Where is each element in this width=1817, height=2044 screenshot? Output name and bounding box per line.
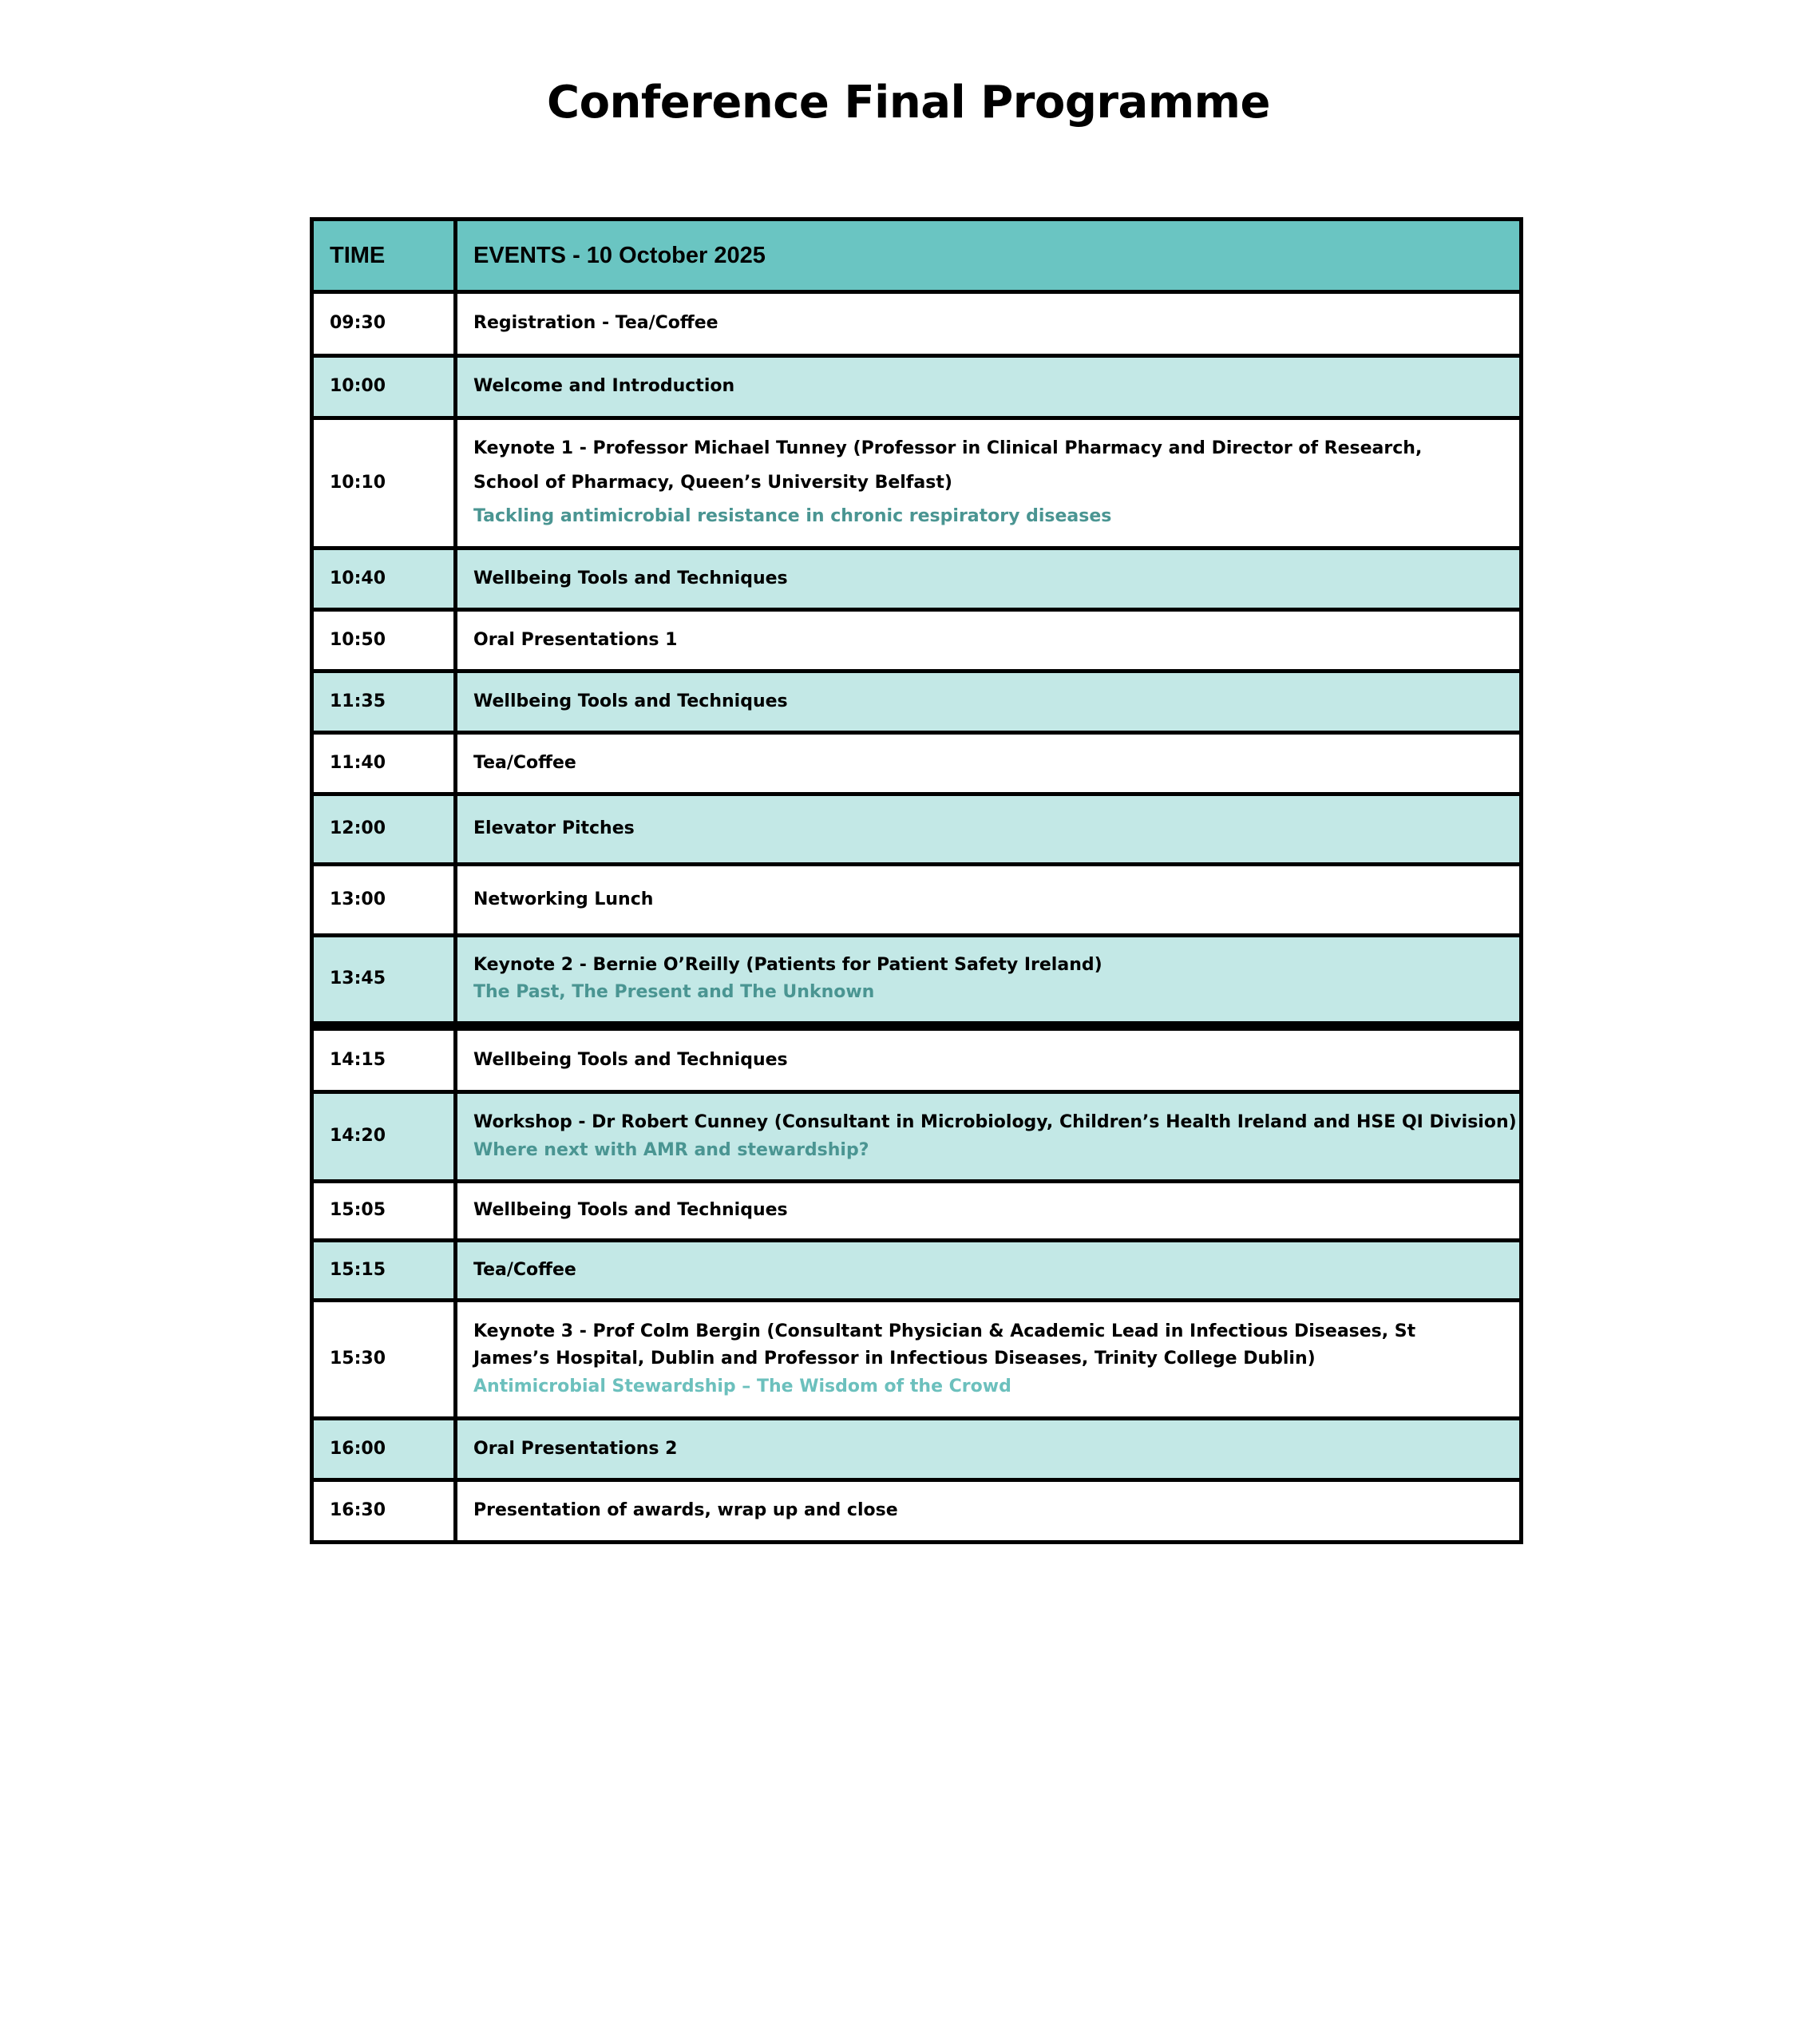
table-row <box>312 1241 1522 1301</box>
event-cell <box>456 292 1522 356</box>
event-cell <box>456 418 1522 549</box>
event-cell <box>456 1182 1522 1241</box>
event-title: Wellbeing Tools and Techniques <box>473 1049 788 1070</box>
event-cell <box>456 1241 1522 1301</box>
table-row <box>312 356 1522 418</box>
talk-title: Where next with AMR and stewardship? <box>473 1139 869 1160</box>
event-title: Registration - Tea/Coffee <box>473 313 718 334</box>
time-cell: 10:00 <box>312 356 456 418</box>
event-title: Oral Presentations 2 <box>473 1438 678 1459</box>
event-cell <box>456 936 1522 1026</box>
event-title: Keynote 1 - Professor Michael Tunney (Professor in Clinical Pharmacy and Director of Research, School of Pharmacy, Queen’s University Belfast) <box>473 438 1423 493</box>
table-row <box>312 1092 1522 1182</box>
event-cell <box>456 865 1522 936</box>
table-row <box>312 1419 1522 1480</box>
time-cell: 16:00 <box>312 1419 456 1480</box>
events-column-header: EVENTS - 10 October 2025 <box>456 220 1522 292</box>
table-header-row <box>312 220 1522 292</box>
event-title: Wellbeing Tools and Techniques <box>473 568 788 588</box>
time-cell: 14:20 <box>312 1092 456 1182</box>
table-row <box>312 549 1522 610</box>
table-row <box>312 1480 1522 1543</box>
talk-title: Antimicrobial Stewardship – The Wisdom of the Crowd <box>473 1376 1011 1396</box>
event-cell <box>456 733 1522 794</box>
event-title: Keynote 2 - Bernie O’Reilly (Patients for Patient Safety Ireland) <box>473 955 1102 976</box>
event-title: Presentation of awards, wrap up and close <box>473 1500 898 1521</box>
event-title: Workshop - Dr Robert Cunney (Consultant in Microbiology, Children’s Health Ireland and HSE QI Division) <box>473 1112 1517 1133</box>
table-row <box>312 292 1522 356</box>
event-cell <box>456 1301 1522 1419</box>
time-cell: 11:35 <box>312 671 456 733</box>
time-cell: 15:30 <box>312 1301 456 1419</box>
event-title: Welcome and Introduction <box>473 376 735 397</box>
table-row <box>312 794 1522 865</box>
event-cell <box>456 1480 1522 1543</box>
event-cell <box>456 1419 1522 1480</box>
table-row <box>312 936 1522 1026</box>
time-cell: 14:15 <box>312 1026 456 1092</box>
time-cell: 12:00 <box>312 794 456 865</box>
event-cell <box>456 794 1522 865</box>
event-title: Tea/Coffee <box>473 1259 576 1280</box>
event-title: Oral Presentations 1 <box>473 629 678 650</box>
time-cell: 13:45 <box>312 936 456 1026</box>
event-title: Elevator Pitches <box>473 818 635 839</box>
event-cell <box>456 1092 1522 1182</box>
table-row <box>312 671 1522 733</box>
event-cell <box>456 549 1522 610</box>
event-cell <box>456 610 1522 671</box>
event-title: Keynote 3 - Prof Colm Bergin (Consultant Physician & Academic Lead in Infectious Diseases, St James’s Hospital, Dublin and Professor in Infectious Diseases, Trinity College Dublin) <box>473 1321 1416 1369</box>
table-row <box>312 1301 1522 1419</box>
time-cell: 10:10 <box>312 418 456 549</box>
time-cell: 09:30 <box>312 292 456 356</box>
table-row <box>312 418 1522 549</box>
time-column-header: TIME <box>312 220 456 292</box>
time-cell: 10:40 <box>312 549 456 610</box>
time-cell: 15:05 <box>312 1182 456 1241</box>
talk-title: Tackling antimicrobial resistance in chronic respiratory diseases <box>473 506 1112 527</box>
time-cell: 15:15 <box>312 1241 456 1301</box>
time-cell: 11:40 <box>312 733 456 794</box>
event-title: Networking Lunch <box>473 889 654 909</box>
page-title: Conference Final Programme <box>546 77 1271 129</box>
table-row <box>312 865 1522 936</box>
programme-table <box>310 217 1523 1544</box>
event-title: Wellbeing Tools and Techniques <box>473 1200 788 1221</box>
event-cell <box>456 671 1522 733</box>
time-cell: 13:00 <box>312 865 456 936</box>
table-row <box>312 610 1522 671</box>
time-cell: 10:50 <box>312 610 456 671</box>
table-row <box>312 1182 1522 1241</box>
event-cell <box>456 1026 1522 1092</box>
event-title: Tea/Coffee <box>473 752 576 773</box>
time-cell: 16:30 <box>312 1480 456 1543</box>
event-title: Wellbeing Tools and Techniques <box>473 691 788 711</box>
event-cell <box>456 356 1522 418</box>
talk-title: The Past, The Present and The Unknown <box>473 982 875 1003</box>
table-row <box>312 1026 1522 1092</box>
table-row <box>312 733 1522 794</box>
